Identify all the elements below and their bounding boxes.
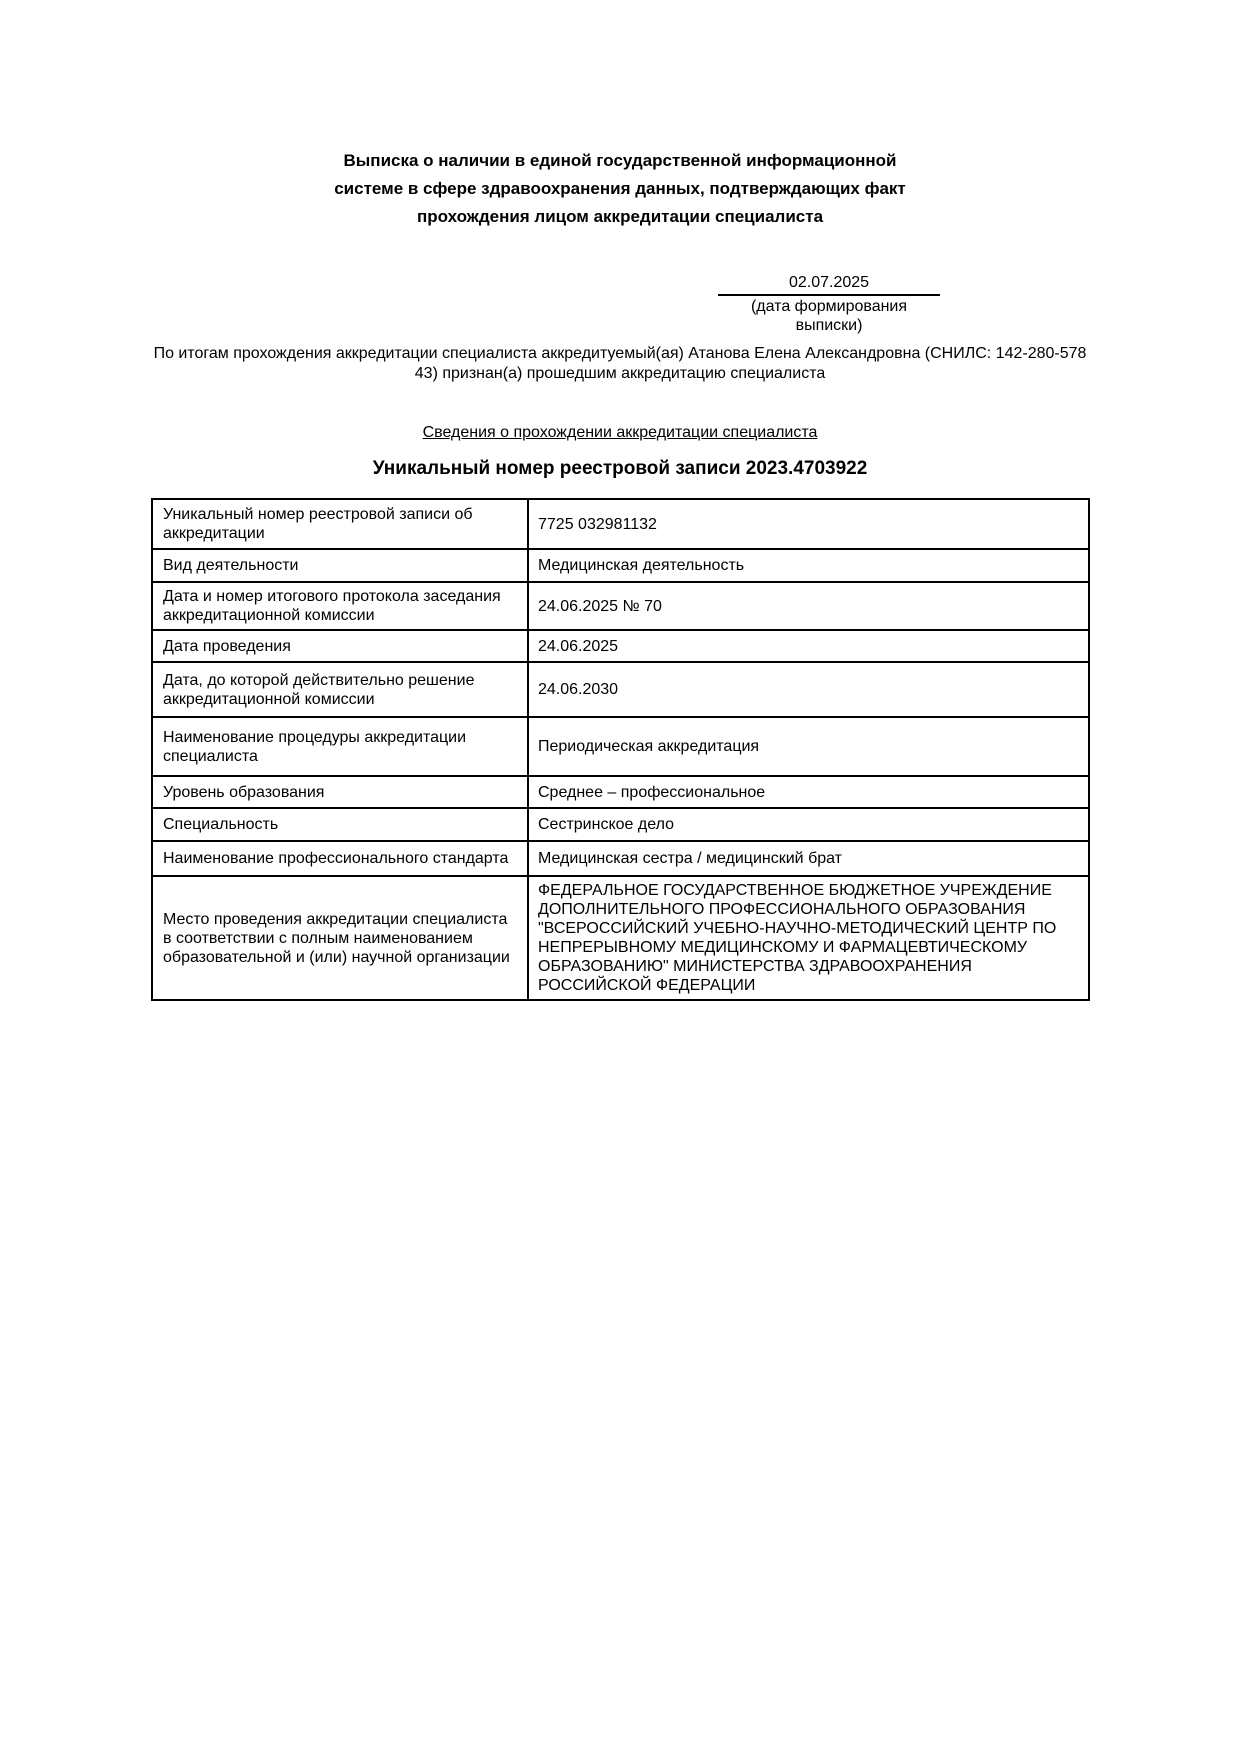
table-row-valid-until: [152, 662, 1089, 717]
row-value: Сестринское дело: [528, 808, 1089, 841]
row-value: ФЕДЕРАЛЬНОЕ ГОСУДАРСТВЕННОЕ БЮДЖЕТНОЕ УЧРЕЖДЕНИЕ ДОПОЛНИТЕЛЬНОГО ПРОФЕССИОНАЛЬНОГО ОБРАЗОВАНИЯ "ВСЕРОССИЙСКИЙ УЧЕБНО-НАУЧНО-МЕТОДИЧЕСКИЙ ЦЕНТР ПО НЕПРЕРЫВНОМУ МЕДИЦИНСКОМУ И ФАРМАЦЕВТИЧЕСКОМУ ОБРАЗОВАНИЮ" МИНИСТЕРСТВА ЗДРАВООХРАНЕНИЯ РОССИЙСКОЙ ФЕДЕРАЦИИ: [528, 876, 1089, 1000]
row-label: Дата, до которой действительно решение аккредитационной комиссии: [152, 662, 528, 717]
intro-line-1: По итогам прохождения аккредитации специалиста аккредитуемый(ая) Атанова Елена Александровна (СНИЛС: 142-280-578: [153, 345, 1087, 362]
row-label: Уникальный номер реестровой записи об аккредитации: [152, 499, 528, 549]
row-label: Уровень образования: [152, 776, 528, 808]
row-label: Вид деятельности: [152, 549, 528, 582]
issue-date: 02.07.2025: [718, 273, 940, 296]
intro-line-2: 43) признан(а) прошедшим аккредитацию специалиста: [414, 365, 826, 382]
row-label: Место проведения аккредитации специалиста в соответствии с полным наименованием образовательной и (или) научной организации: [152, 876, 528, 1000]
row-value: Медицинская сестра / медицинский брат: [528, 841, 1089, 876]
table-row-procedure-name: [152, 717, 1089, 776]
intro-paragraph: [150, 344, 1090, 384]
issue-date-block: [718, 273, 940, 335]
row-label: Наименование процедуры аккредитации специалиста: [152, 717, 528, 776]
row-value: 24.06.2025 № 70: [528, 582, 1089, 630]
accreditation-table: [151, 498, 1090, 1001]
table-row-specialty: [152, 808, 1089, 841]
table-row-activity-type: [152, 549, 1089, 582]
row-value: Периодическая аккредитация: [528, 717, 1089, 776]
row-label: Дата проведения: [152, 630, 528, 662]
table-row-venue-organization: [152, 876, 1089, 1000]
row-value: 7725 032981132: [528, 499, 1089, 549]
document-title-line-2: системе в сфере здравоохранения данных, подтверждающих факт: [334, 179, 906, 198]
section-heading: Сведения о прохождении аккредитации специалиста: [422, 424, 818, 441]
record-number-heading: Уникальный номер реестровой записи 2023.4703922: [372, 458, 868, 479]
row-value: 24.06.2030: [528, 662, 1089, 717]
table-row-education-level: [152, 776, 1089, 808]
issue-date-caption: (дата формирования выписки): [750, 298, 908, 334]
row-label: Наименование профессионального стандарта: [152, 841, 528, 876]
table-row-professional-standard: [152, 841, 1089, 876]
table-row-protocol: [152, 582, 1089, 630]
row-label: Специальность: [152, 808, 528, 841]
row-value: 24.06.2025: [528, 630, 1089, 662]
row-label: Дата и номер итогового протокола заседания аккредитационной комиссии: [152, 582, 528, 630]
document-title: [0, 147, 1240, 231]
table-row-date-held: [152, 630, 1089, 662]
document-title-line-3: прохождения лицом аккредитации специалиста: [416, 207, 824, 226]
row-value: Среднее – профессиональное: [528, 776, 1089, 808]
row-value: Медицинская деятельность: [528, 549, 1089, 582]
table-row-registry-number: [152, 499, 1089, 549]
document-title-line-1: Выписка о наличии в единой государственной информационной: [343, 151, 897, 170]
